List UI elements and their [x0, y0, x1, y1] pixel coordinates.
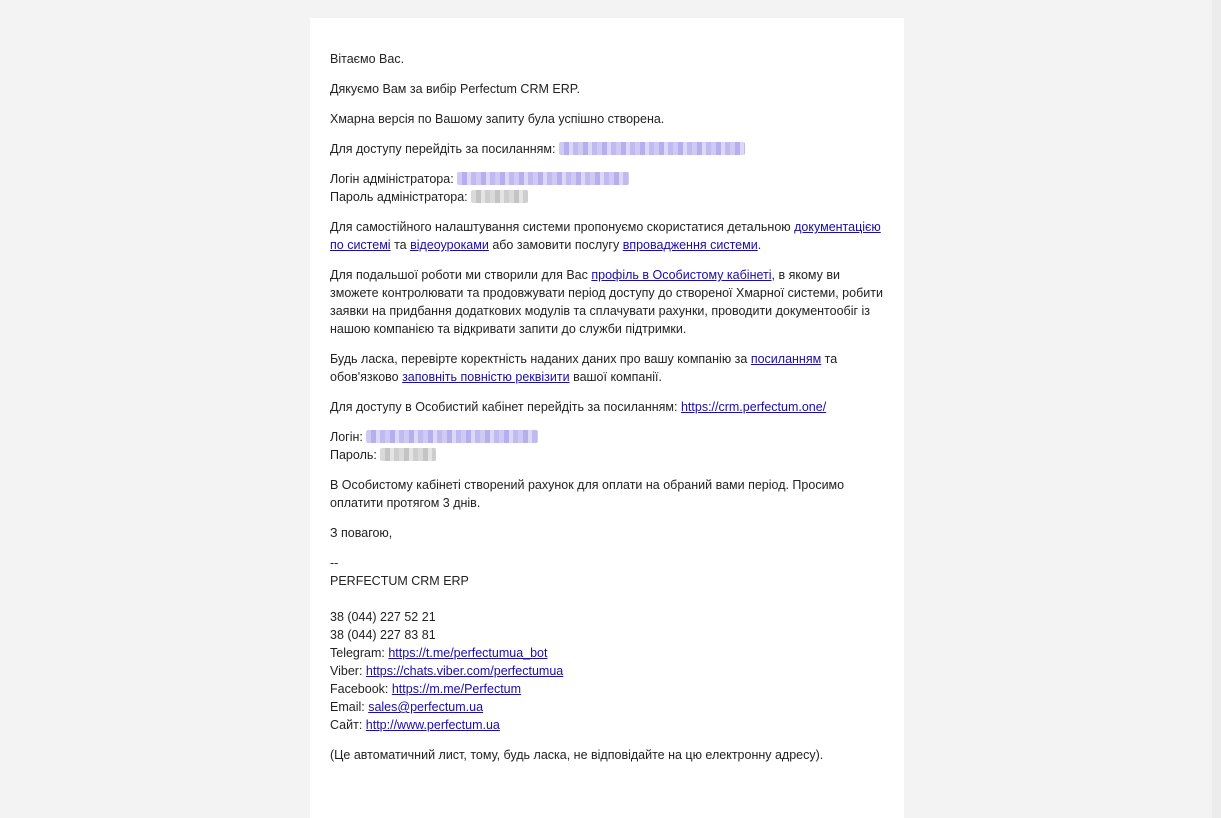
scrollbar-track[interactable] [1212, 0, 1221, 818]
facebook-row [330, 680, 885, 698]
site-label: Сайт: [330, 718, 366, 732]
user-password-label: Пароль: [330, 448, 377, 462]
site-row [330, 716, 885, 734]
admin-login-row [330, 170, 885, 188]
redacted-user-password [380, 448, 436, 461]
telegram-label: Telegram: [330, 646, 389, 660]
phone-2: 38 (044) 227 83 81 [330, 628, 436, 642]
admin-credentials [330, 170, 885, 206]
check-text: вашої компанії. [569, 370, 662, 384]
setup-paragraph [330, 218, 885, 254]
cabinet-paragraph [330, 398, 885, 416]
auto-notice-text: (Це автоматичний лист, тому, будь ласка, не відповідайте на цю електронну адресу). [330, 748, 824, 762]
signature-dashes: -- [330, 556, 339, 570]
check-text: та обов'язково [330, 352, 838, 384]
signature-block [330, 554, 885, 734]
signature-gap [330, 590, 885, 608]
cabinet-label: Для доступу в Особистий кабінет перейдіть за посиланням: [330, 400, 681, 414]
greeting-text: Вітаємо Вас. [330, 52, 405, 66]
cabinet-link[interactable]: https://crm.perfectum.one/ [680, 400, 827, 414]
redacted-user-login[interactable] [366, 430, 538, 443]
viber-label: Viber: [330, 664, 366, 678]
regards-text: З повагою, [330, 526, 393, 540]
fill-requisites-link[interactable]: заповніть повністю реквізити [402, 370, 570, 384]
company-data-link[interactable]: посиланням [750, 352, 822, 366]
setup-text: Для самостійного налаштування системи пропонуємо скористатися детальною [330, 220, 795, 234]
user-credentials [330, 428, 885, 464]
profile-text: , в якому ви зможете контролювати та продовжувати період доступу до створеної Хмарної системи, робити заявки на придбання додаткових модулів та сплачувати рахунки, проводити документообіг із нашою компанією та відкривати запити до служби підтримки. [330, 268, 883, 336]
site-link[interactable]: http://www.perfectum.ua [365, 718, 500, 732]
viber-link[interactable]: https://chats.viber.com/perfectumua [365, 664, 564, 678]
telegram-link[interactable]: https://t.me/perfectumua_bot [388, 646, 548, 660]
facebook-label: Facebook: [330, 682, 392, 696]
redacted-admin-login[interactable] [457, 172, 629, 185]
phone-1: 38 (044) 227 52 21 [330, 610, 436, 624]
cloud-created-text: Хмарна версія по Вашому запиту була успішно створена. [330, 112, 665, 126]
video-lessons-link[interactable]: відеоуроками [410, 238, 489, 252]
admin-password-label: Пароль адміністратора: [330, 190, 468, 204]
check-paragraph [330, 350, 885, 386]
profile-text: Для подальшої роботи ми створили для Вас [330, 268, 592, 282]
redacted-admin-password [471, 190, 528, 203]
docs-link[interactable]: документацією по системі [330, 220, 881, 252]
access-paragraph [330, 140, 885, 158]
email-label: Email: [330, 700, 369, 714]
signature-company: PERFECTUM CRM ERP [330, 574, 469, 588]
access-label: Для доступу перейдіть за посиланням: [330, 142, 556, 156]
user-login-row [330, 428, 885, 446]
redacted-access-link[interactable] [559, 142, 745, 155]
admin-password-row [330, 188, 885, 206]
implementation-link[interactable]: впровадження системи [622, 238, 758, 252]
profile-paragraph [330, 266, 885, 338]
email-row [330, 698, 885, 716]
setup-text: та [390, 238, 411, 252]
facebook-link[interactable]: https://m.me/Perfectum [391, 682, 522, 696]
email-body [310, 18, 904, 818]
user-password-row [330, 446, 885, 464]
telegram-row [330, 644, 885, 662]
thanks-text: Дякуємо Вам за вибір Perfectum CRM ERP. [330, 82, 580, 96]
admin-login-label: Логін адміністратора: [330, 172, 454, 186]
viber-row [330, 662, 885, 680]
setup-text: . [757, 238, 762, 252]
check-text: Будь ласка, перевірте коректність наданих даних про вашу компанію за [330, 352, 751, 366]
setup-text: або замовити послугу [488, 238, 623, 252]
user-login-label: Логін: [330, 430, 363, 444]
email-link[interactable]: sales@perfectum.ua [368, 700, 484, 714]
invoice-text: В Особистому кабінеті створений рахунок для оплати на обраний вами період. Просимо оплатити протягом 3 днів. [330, 478, 845, 510]
profile-cabinet-link[interactable]: профіль в Особистому кабінеті [591, 268, 772, 282]
